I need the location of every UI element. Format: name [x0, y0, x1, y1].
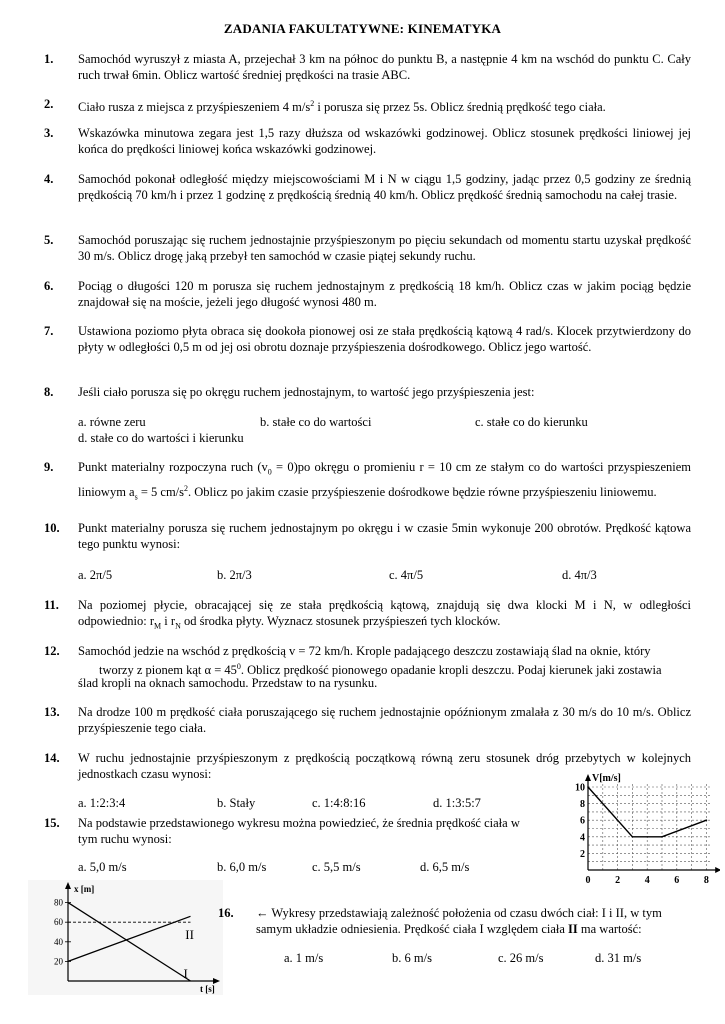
option-a: a. 1:2:3:4 [78, 796, 126, 810]
option-c: c. stałe co do kierunku [475, 415, 588, 429]
option-d: d. 4π/3 [562, 568, 597, 582]
option-a: a. równe zeru [78, 415, 146, 429]
option-b: b. 6,0 m/s [217, 860, 267, 874]
x-tick-label: 2 [615, 875, 621, 886]
y-tick-label: 4 [580, 832, 585, 844]
option-b: b. 2π/3 [217, 568, 252, 582]
question-number: 1. [44, 52, 54, 66]
question-text: Na poziomej płycie, obracającej się ze stała prędkością kątową, znajdują się dwa klocki M i N, w odległości odpowiednio: $r_M$ i $r_N$ od środka płyty. Wyznacz stosunek przyśpieszeń tych klocków. [78, 598, 691, 631]
y-tick-label: 10 [575, 782, 585, 794]
option-a: a. 1 m/s [284, 951, 324, 965]
question-text: Wskazówka minutowa zegara jest 1,5 razy dłuższa od wskazówki godzinowej. Oblicz stosunek prędkości liniowej jej końca do prędkości liniowej końca wskazówki godzinowej. [78, 126, 691, 156]
question-text: Samochód pokonał odległość między miejscowościami M i N w ciągu 1,5 godziny, jadąc przez 0,5 godziny ze średnią prędkością 70 km/h i przez 1 godzinę z prędkością średnią 40 km/h. Oblicz prędkość średnią samochodu na całej trasie. [78, 172, 691, 202]
series-label-I: I [183, 966, 188, 981]
question-text: Pociąg o długości 120 m porusza się ruchem jednostajnym z prędkością 18 km/h. Oblicz czas w jakim pociąg będzie znajdował się na moście, jeżeli jego długość wynosi 480 m. [78, 279, 691, 309]
question-text: Ciało rusza z miejsca z przyśpieszeniem 4 $m/s^2$ i porusza się przez 5s. Oblicz średnią prędkość tego ciała. [78, 99, 606, 115]
y-tick-label: 8 [580, 799, 585, 811]
option-c: c. 4π/5 [389, 568, 424, 582]
data-point [706, 819, 708, 821]
y-tick-label: 40 [54, 936, 63, 947]
x-tick-label: 8 [703, 875, 709, 886]
question-number: 11. [44, 598, 59, 612]
question-line-2: tym ruchu wynosi: [78, 832, 172, 846]
y-tick-label: 2 [580, 848, 585, 860]
question-number: 7. [44, 324, 54, 338]
option-b: b. stałe co do wartości [260, 415, 372, 429]
answer-options [78, 567, 698, 583]
x-axis-arrow [715, 867, 720, 873]
option-c: c. 26 m/s [498, 951, 544, 965]
question-number: 8. [44, 385, 54, 399]
question-text: Ustawiona poziomo płyta obraca się dookoła pionowej osi ze stała prędkością kątową 4 rad/s. Klocek przytwierdzony do płyty w odległości 0,5 m od jej osi obrotu doznaje przyśpieszenia dośrodkowego. Oblicz jego wartość. [78, 324, 691, 354]
x-axis-label: t [s] [200, 984, 215, 994]
option-b: b. 6 m/s [392, 951, 432, 965]
question-text: Punkt materialny porusza się ruchem jednostajnym po okręgu i w czasie 5min wykonuje 200 obrotów. Prędkość kątowa tego punktu wynosi: [78, 521, 691, 551]
question-text: Samochód wyruszył z miasta A, przejechał 3 km na północ do punktu B, a następnie 4 km na wschód do punktu C. Cały ruch trwał 6min. Oblicz wartość średniej prędkości na trasie ABC. [78, 52, 691, 82]
question-line-3: ślad kropli na oknach samochodu. Przedstaw to na rysunku. [78, 676, 378, 690]
option-c: c. 1:4:8:16 [312, 796, 366, 810]
question-number: 13. [44, 705, 60, 719]
x-tick-label: 6 [674, 875, 680, 886]
question-text: Punkt materialny rozpoczyna ruch $(v_0 = 0)po$ okręgu o promieniu r = 10 cm ze stałym co do wartości przyspieszeniem liniowym $a_s = 5$ $cm/s^2$. Oblicz po jakim czasie przyśpieszenie dośrodkowe będzie równe przyśpieszeniu liniowemu. [78, 460, 691, 502]
option-d: d. 1:3:5:7 [433, 796, 481, 810]
answer-options [78, 859, 558, 875]
page-title: ZADANIA FAKULTATYWNE: KINEMATYKA [223, 21, 502, 36]
answer-options-row-2 [78, 430, 698, 446]
data-point [661, 836, 663, 838]
option-d: d. 31 m/s [595, 951, 642, 965]
question-number: 9. [44, 460, 54, 474]
answer-options [78, 414, 698, 430]
question-text: W ruchu jednostajnie przyśpieszonym z prędkością początkową równą zeru stosunek dróg przebytych w kolejnych jednostkach czasu wynosi: [78, 751, 691, 781]
question-line-1: Samochód jedzie na wschód z prędkością v = 72 km/h. Krople padającego deszczu zostawiają ślad na oknie, który [78, 644, 651, 658]
question-number: 5. [44, 233, 54, 247]
question-text: ← Wykresy przedstawiają zależność położenia od czasu dwóch ciał: I i II, w tym samym układzie odniesienia. Prędkość ciała I względem ciała II ma wartość: [256, 906, 662, 936]
question-line-1: Na podstawie przedstawionego wykresu można powiedzieć, że średnia prędkość ciała w [78, 816, 520, 830]
answer-options [284, 950, 684, 966]
y-tick-label: 80 [54, 897, 63, 908]
question-number: 3. [44, 126, 54, 140]
option-b: b. Stały [217, 796, 256, 810]
x-tick-label: 4 [644, 875, 650, 886]
data-point [587, 786, 589, 788]
question-number: 4. [44, 172, 54, 186]
question-number: 14. [44, 751, 60, 765]
option-d: d. 6,5 m/s [420, 860, 470, 874]
question-number: 15. [44, 816, 60, 830]
question-number: 6. [44, 279, 54, 293]
y-axis-arrow [585, 774, 591, 781]
x-tick-label: 0 [585, 875, 591, 886]
data-point [632, 836, 634, 838]
question-text: Jeśli ciało porusza się po okręgu ruchem jednostajnym, to wartość jego przyśpieszenia jest: [78, 385, 535, 399]
option-a: a. 5,0 m/s [78, 860, 127, 874]
question-text: Samochód poruszając się ruchem jednostajnie przyśpieszonym po pięciu sekundach od momentu startu uzyskał prędkość 30 m/s. Oblicz drogę jaką przebył ten samochód w czasie piątej sekundy ruchu. [78, 233, 691, 263]
y-tick-label: 6 [580, 815, 585, 827]
series-label-II: II [185, 926, 194, 942]
y-tick-label: 60 [54, 917, 63, 928]
y-axis-label: V[m/s] [592, 773, 621, 784]
question-number: 12. [44, 644, 60, 658]
question-text: Na drodze 100 m prędkość ciała poruszającego się ruchem jednostajnie opóźnionym zmalała z 30 m/s do 10 m/s. Oblicz przyśpieszenie tego ciała. [78, 705, 691, 735]
option-c: c. 5,5 m/s [312, 860, 361, 874]
question-number: 16. [218, 906, 234, 920]
option-a: a. 2π/5 [78, 568, 113, 582]
position-time-chart [28, 880, 223, 995]
question-number: 10. [44, 521, 60, 535]
question-line-2: tworzy z pionem kąt $\alpha = 45^0$. Oblicz prędkość pionowego opadanie kropli deszczu. Podaj kierunek jaki zostawia [99, 662, 662, 678]
y-tick-label: 20 [54, 956, 63, 967]
velocity-time-chart [560, 770, 720, 890]
y-axis-label: x [m] [74, 884, 95, 894]
question-number: 2. [44, 97, 54, 111]
option-d: d. stałe co do wartości i kierunku [78, 431, 244, 445]
